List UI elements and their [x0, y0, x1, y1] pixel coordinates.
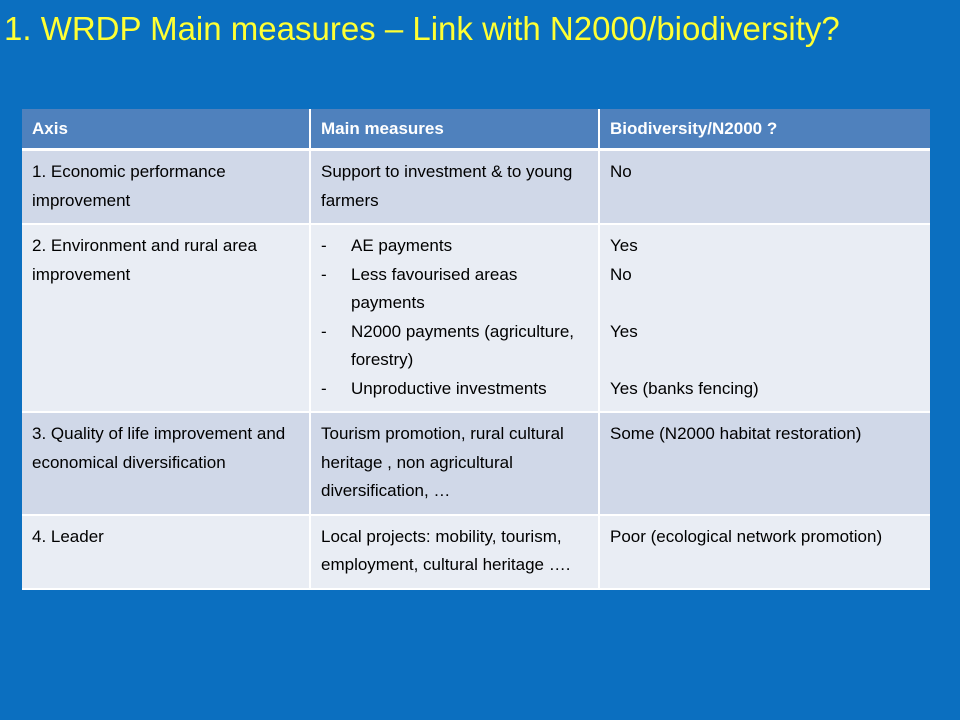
- measures-cell: Local projects: mobility, tourism, employment, cultural heritage ….: [310, 515, 599, 589]
- biodiversity-line: No: [610, 264, 632, 284]
- axis-cell: 2. Environment and rural area improvement: [22, 224, 310, 412]
- table-row: [22, 412, 930, 515]
- biodiversity-line: [610, 289, 920, 318]
- biodiversity-line: Yes: [610, 321, 638, 341]
- axis-cell: 3. Quality of life improvement and economical diversification: [22, 412, 310, 515]
- biodiversity-line: Yes (banks fencing): [610, 378, 759, 398]
- bullet-dash: -: [321, 378, 327, 398]
- bullet-dash: -: [321, 264, 327, 284]
- biodiversity-line: [610, 346, 920, 375]
- list-item-text: Unproductive investments: [351, 378, 547, 398]
- table-header-row: [22, 109, 930, 150]
- list-item-text: N2000 payments (agriculture, forestry): [351, 321, 575, 369]
- measures-cell: [310, 224, 599, 412]
- column-header-main-measures: Main measures: [310, 109, 599, 150]
- list-item: [321, 232, 588, 261]
- biodiversity-cell: Some (N2000 habitat restoration): [599, 412, 930, 515]
- biodiversity-line: Yes: [610, 236, 638, 255]
- axis-cell: 1. Economic performance improvement: [22, 150, 310, 225]
- biodiversity-cell: Poor (ecological network promotion): [599, 515, 930, 589]
- list-item-text: AE payments: [351, 236, 453, 255]
- list-item: [321, 261, 588, 318]
- biodiversity-cell: [599, 224, 930, 412]
- measures-cell: Support to investment & to young farmers: [310, 150, 599, 225]
- list-item: [321, 318, 588, 375]
- list-item: [321, 375, 588, 404]
- table-row: [22, 224, 930, 412]
- table-row: [22, 515, 930, 589]
- measures-cell: Tourism promotion, rural cultural heritage , non agricultural diversification, …: [310, 412, 599, 515]
- table-row: [22, 150, 930, 225]
- column-header-biodiversity: Biodiversity/N2000 ?: [599, 109, 930, 150]
- biodiversity-cell: No: [599, 150, 930, 225]
- measures-table: [22, 109, 930, 590]
- column-header-axis: Axis: [22, 109, 310, 150]
- slide-title: 1. WRDP Main measures – Link with N2000/biodiversity?: [4, 10, 840, 47]
- bullet-dash: -: [321, 321, 327, 341]
- list-item-text: Less favourised areas payments: [351, 264, 518, 312]
- axis-cell: 4. Leader: [22, 515, 310, 589]
- measures-list: [321, 232, 588, 403]
- bullet-dash: -: [321, 236, 327, 255]
